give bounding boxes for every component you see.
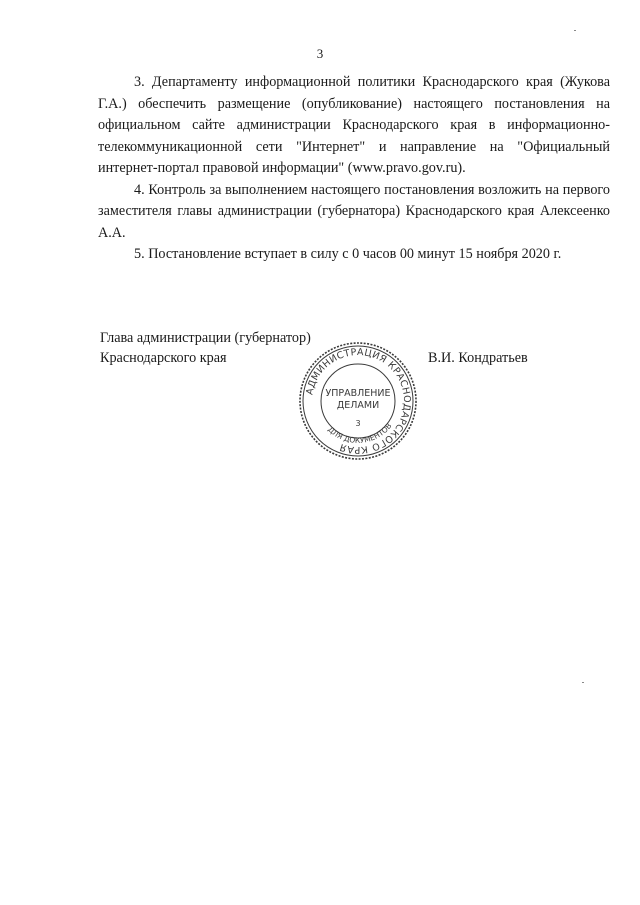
paragraph-4: 4. Контроль за выполнением настоящего постановления возложить на первого заместителя главы администрации (губернатора) Краснодарского края Алексеенко А.А.	[98, 181, 610, 241]
stamp-inner-text: ДЛЯ ДОКУМЕНТОВ	[326, 421, 394, 445]
stamp-center-number: 3	[355, 419, 361, 428]
signature-title-line1: Глава администрации (губернатор)	[100, 330, 311, 346]
paragraph-3: 3. Департаменту информационной политики Краснодарского края (Жукова Г.А.) обеспечить размещение (опубликование) настоящего постановления на официальном сайте администрации Краснодарского края в информационно-телекоммуникационной сети "Интернет" и направление на "Официальный интернет-портал правовой информации" (www.pravo.gov.ru).	[98, 74, 610, 176]
stamp-seal-graphic	[297, 340, 419, 462]
signature-title-line2: Краснодарского края	[100, 350, 227, 366]
stamp-center-line2: ДЕЛАМИ	[336, 400, 380, 411]
page-number: 3	[316, 46, 324, 61]
signature-title	[100, 328, 311, 368]
scan-speck	[574, 30, 576, 31]
signer-name: В.И. Кондратьев	[428, 350, 528, 366]
stamp-outer-text: АДМИНИСТРАЦИЯ КРАСНОДАРСКОГО КРАЯ	[304, 346, 413, 456]
scan-speck	[582, 682, 584, 683]
stamp-center-line1: УПРАВЛЕНИЕ	[325, 388, 391, 399]
document-body	[98, 72, 610, 266]
official-stamp	[297, 340, 419, 462]
paragraph-5: 5. Постановление вступает в силу с 0 часов 00 минут 15 ноября 2020 г.	[134, 246, 562, 262]
